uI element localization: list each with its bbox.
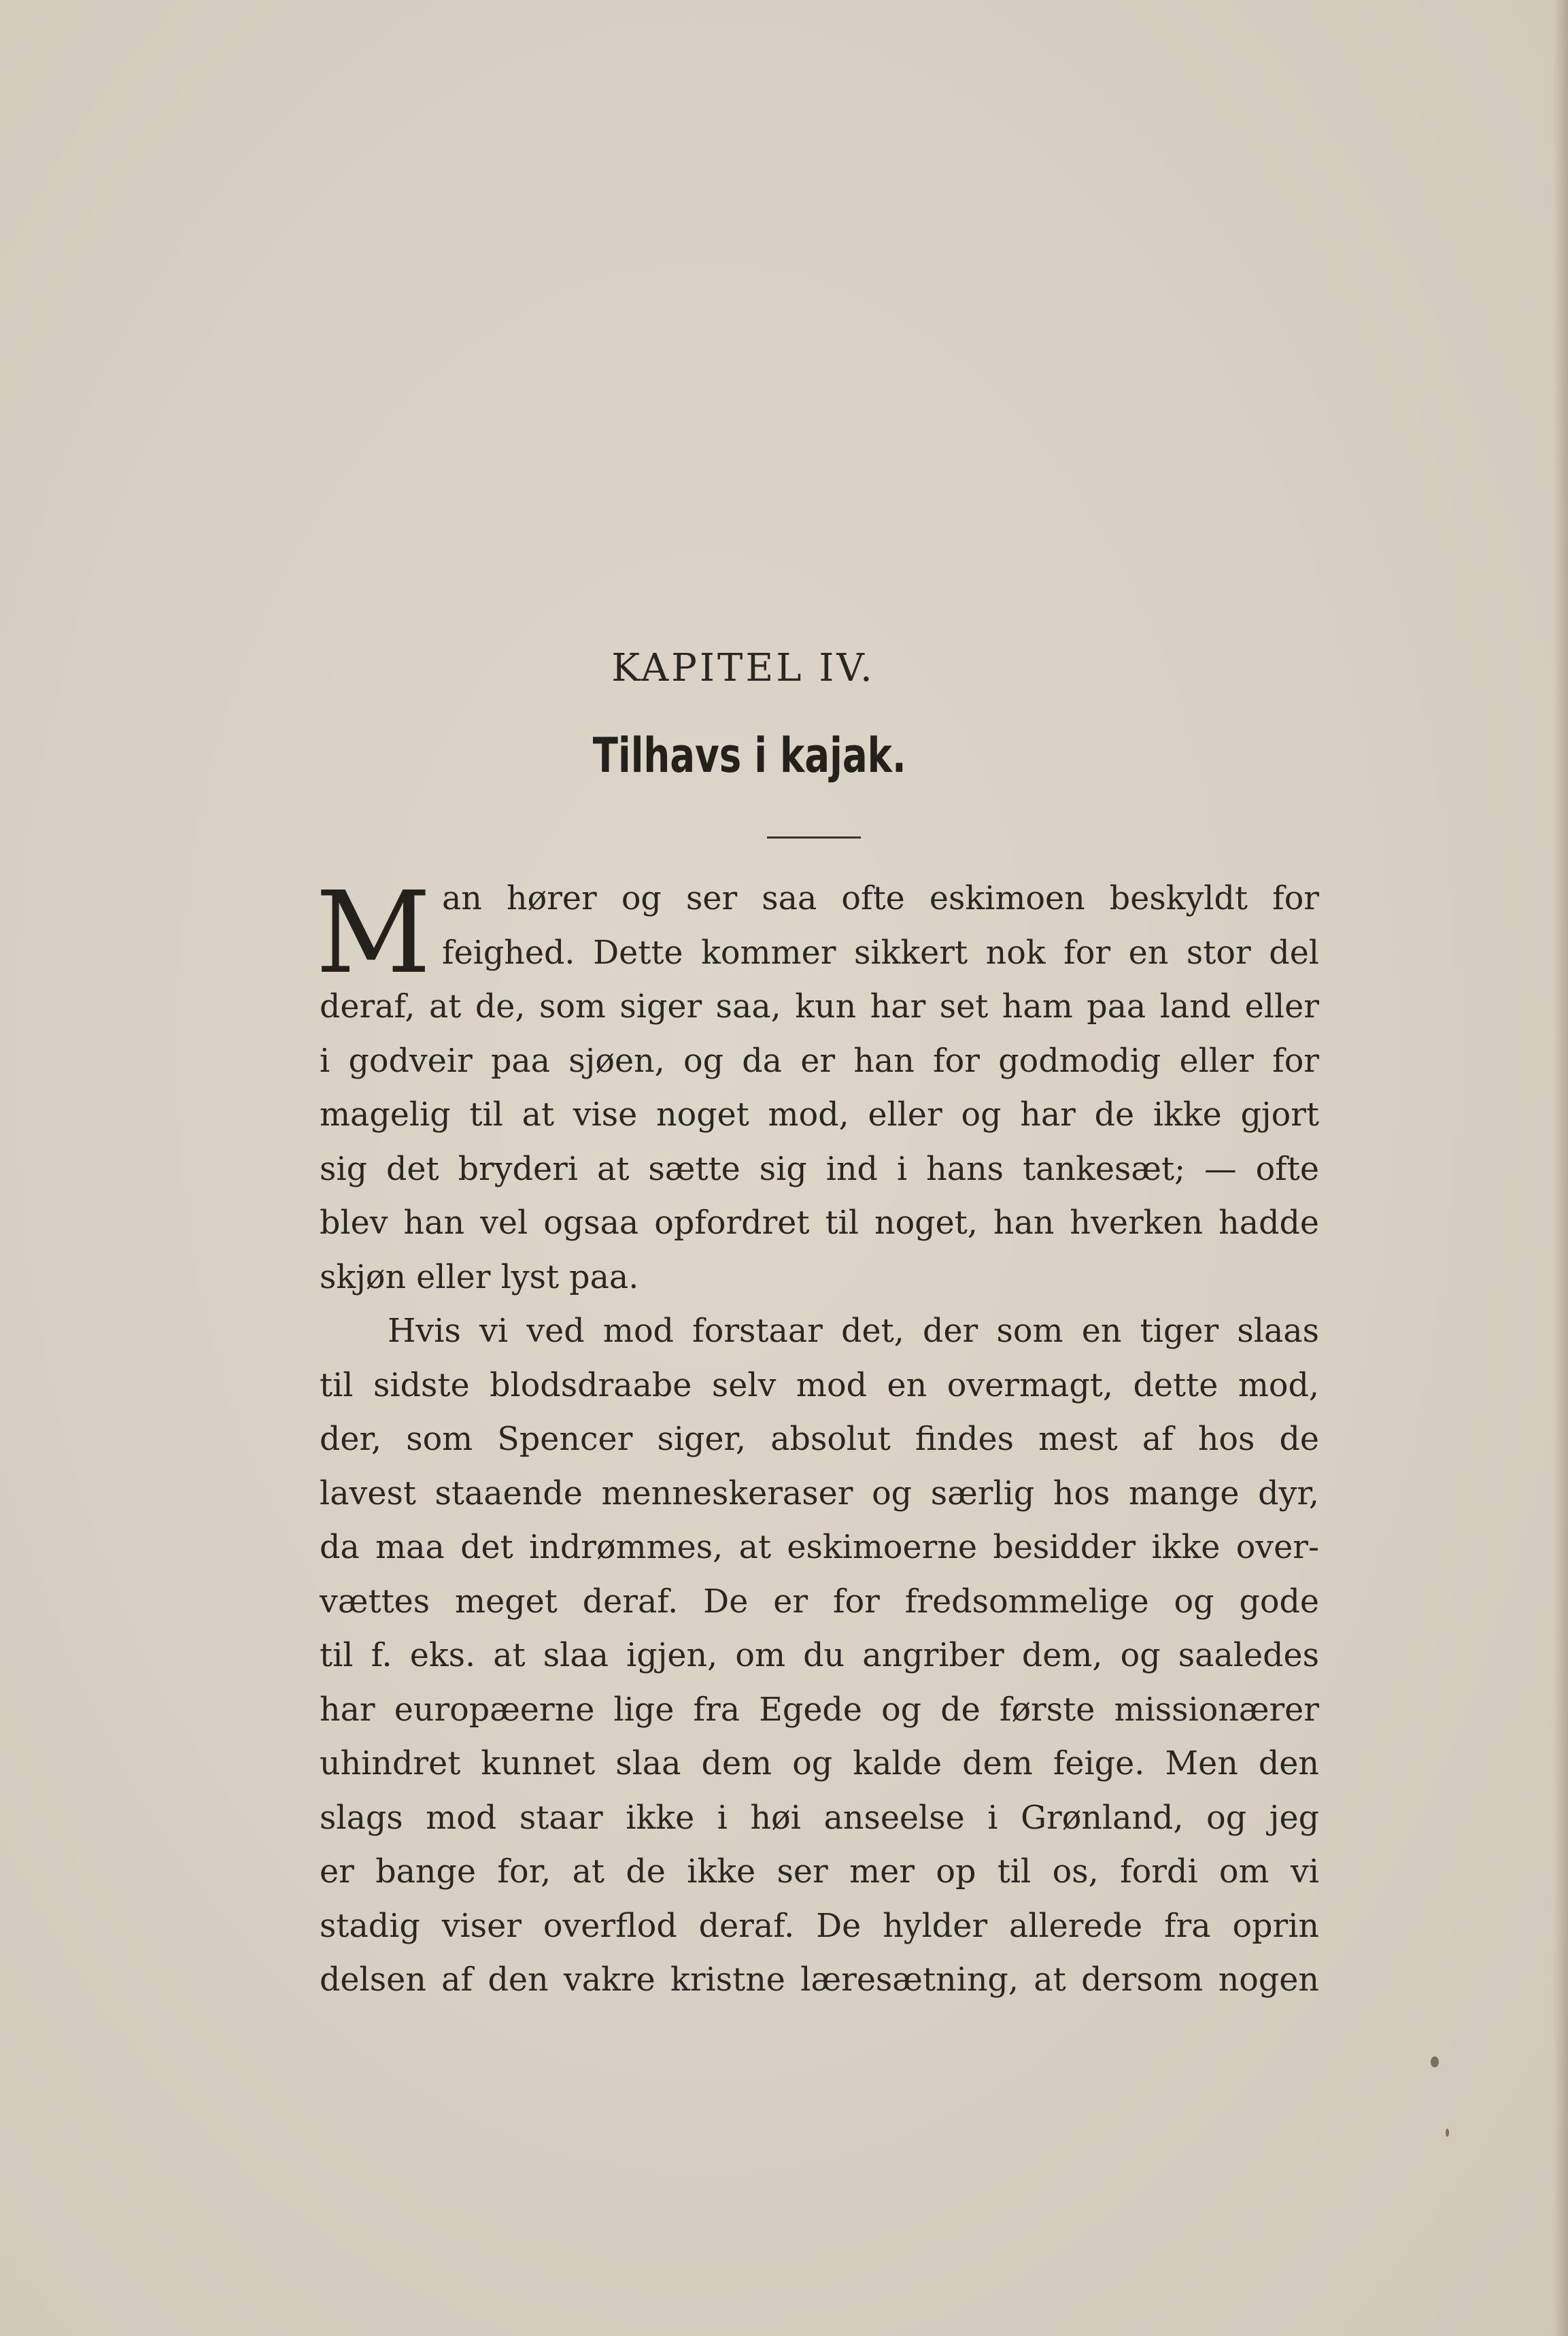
text-line: da maa det indrømmes, at eskimoerne besidder ikke over- [320,1529,1319,1566]
text-line: delsen af den vakre kristne læresætning, at dersom nogen [320,1961,1319,1999]
text-line: slags mod staar ikke i høi anseelse i Grønland, og jeg [320,1799,1319,1837]
text-line: lavest staaende menneskeraser og særlig hos mange dyr, [320,1474,1319,1512]
text-line: deraf, at de, som siger saa, kun har set ham paa land eller [320,988,1319,1026]
title-divider [767,836,861,839]
drop-cap: M [316,868,431,999]
paragraph-1 [316,868,1319,1304]
text-line: der, som Spencer siger, absolut findes mest af hos de [320,1421,1319,1458]
chapter-title: Tilhavs i kajak. [592,728,906,783]
page-edge-shadow [1553,0,1568,2336]
text-line: skjøn eller lyst paa. [320,1258,639,1296]
paragraph-2 [320,1304,1319,2008]
text-line: stadig viser overflod deraf. De hylder allerede fra oprin [320,1907,1319,1945]
body-text [316,868,1319,2008]
chapter-label: KAPITEL IV. [611,646,875,690]
text-line: sig det bryderi at sætte sig ind i hans tankesæt; — ofte [320,1150,1319,1188]
paper-speck [1446,2129,1449,2137]
text-line: til sidste blodsdraabe selv mod en overmagt, dette mod, [320,1366,1319,1404]
text-line: er bange for, at de ikke ser mer op til os, fordi om vi [320,1853,1319,1891]
text-line: til f. eks. at slaa igjen, om du angriber dem, og saaledes [320,1637,1319,1674]
text-line: uhindret kunnet slaa dem og kalde dem feige. Men den [320,1745,1319,1782]
text-line: magelig til at vise noget mod, eller og har de ikke gjort [320,1096,1319,1134]
text-line: blev han vel ogsaa opfordret til noget, han hverken hadde [320,1204,1319,1242]
text-line: an hører og ser saa ofte eskimoen beskyldt for [441,880,1319,917]
text-line: har europæerne lige fra Egede og de første missionærer [320,1691,1319,1729]
paper-speck [1431,2056,1439,2067]
text-line: vættes meget deraf. De er for fredsommelige og gode [320,1582,1319,1621]
text-line: i godveir paa sjøen, og da er han for godmodig eller for [320,1042,1319,1080]
text-line: Hvis vi ved mod forstaar det, der som en tiger slaas [388,1313,1319,1350]
text-line: feighed. Dette kommer sikkert nok for en stor del [441,934,1319,972]
